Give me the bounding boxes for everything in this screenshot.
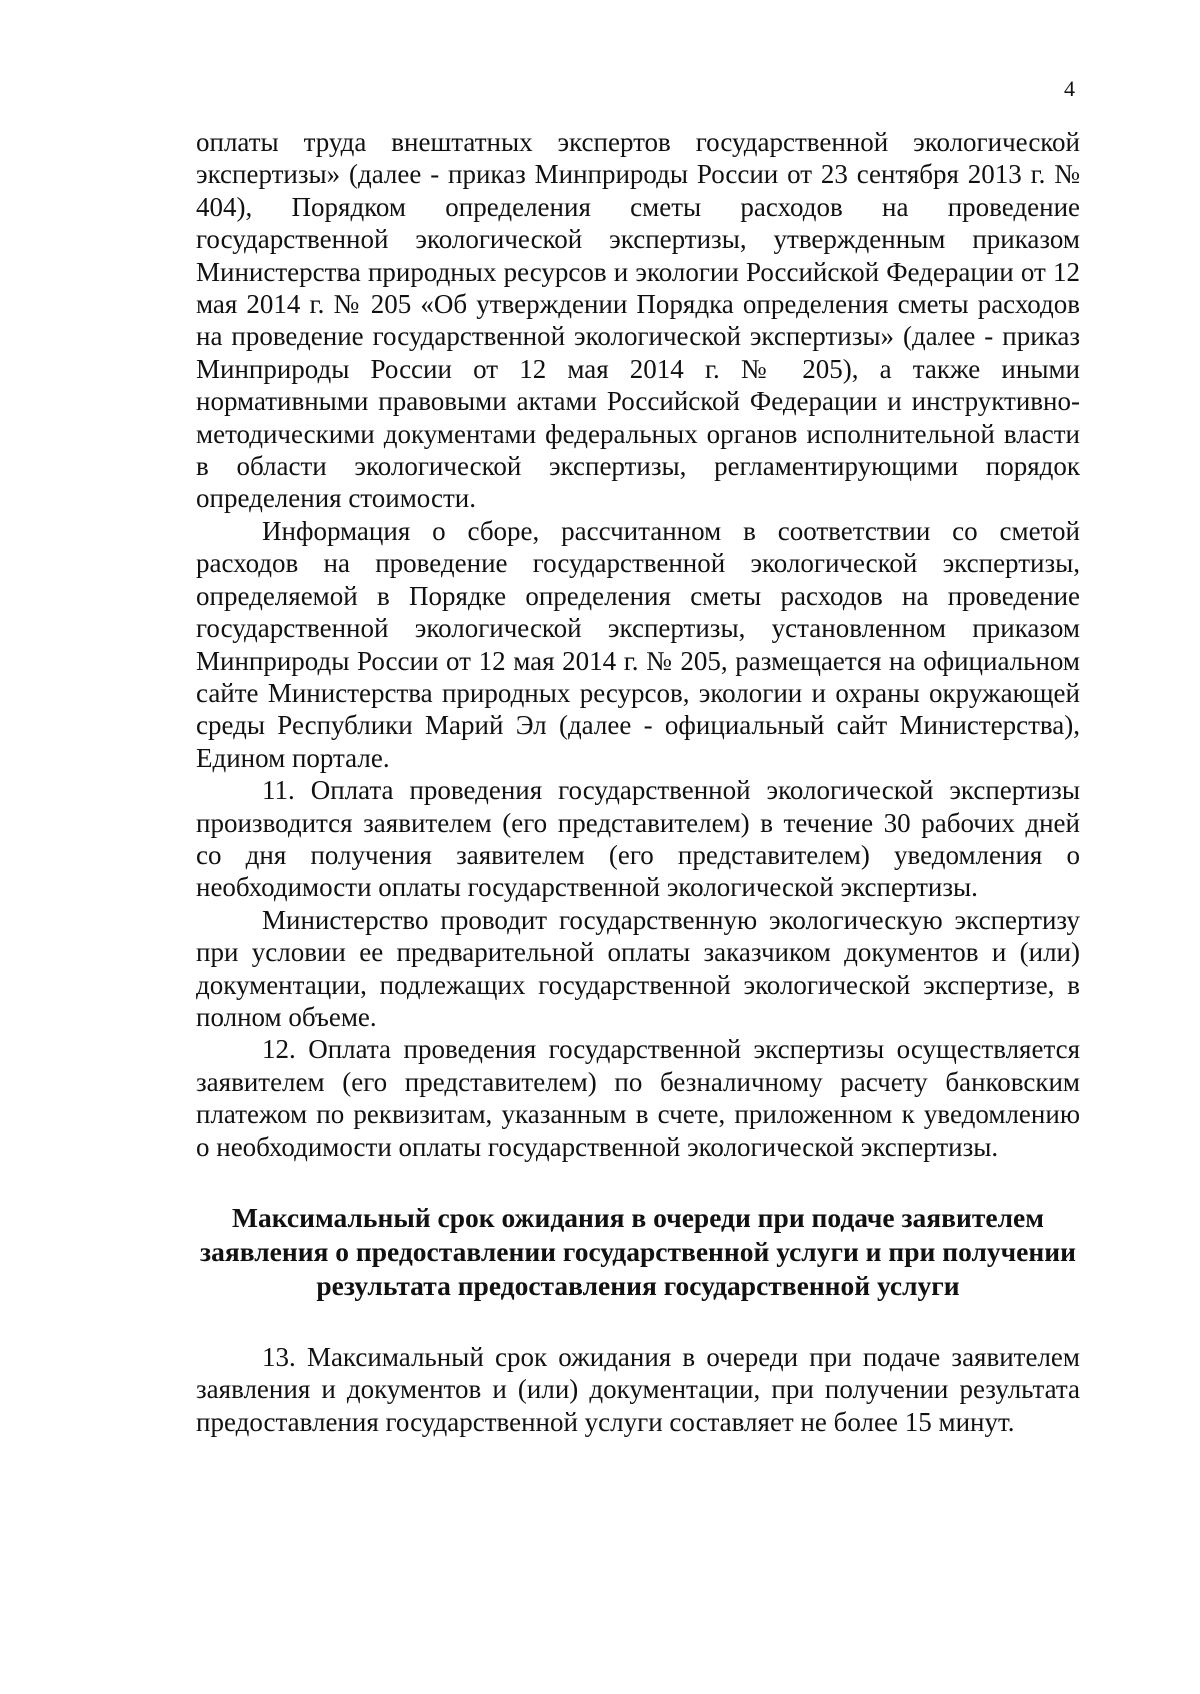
section-heading: Максимальный срок ожидания в очереди при подаче заявителем заявления о предоставлении государственной услуги и при получении результата предоставления государственной услуги	[200, 1202, 1076, 1301]
paragraph-prepayment-condition: Министерство проводит государственную экологическую экспертизу при условии ее предварительной оплаты заказчиком документов и (или) документации, подлежащих государственной экологической экспертизе, в полном объеме.	[196, 904, 1080, 1032]
paragraph-fee-information: Информация о сборе, рассчитанном в соответствии со сметой расходов на проведение государственной экологической экспертизы, определяемой в Порядке определения сметы расходов на проведение государственной экологической экспертизы, установленном приказом Минприроды России от 12 мая 2014 г. № 205, размещается на официальном сайте Министерства природных ресурсов, экологии и охраны окружающей среды Республики Марий Эл (далее - официальный сайт Министерства), Едином портале.	[196, 515, 1080, 773]
paragraph-12-payment-method: 12. Оплата проведения государственной экспертизы осуществляется заявителем (его представителем) по безналичному расчету банковским платежом по реквизитам, указанным в счете, приложенном к уведомлению о необходимости оплаты государственной экологической экспертизы.	[196, 1034, 1080, 1162]
document-body	[196, 126, 1080, 1438]
paragraph-continuation: оплаты труда внештатных экспертов государственной экологической экспертизы» (далее - приказ Минприроды России от 23 сентября 2013 г. № 404), Порядком определения сметы расходов на проведение государственной экологической экспертизы, утвержденным приказом Министерства природных ресурсов и экологии Российской Федерации от 12 мая 2014 г. № 205 «Об утверждении Порядка определения сметы расходов на проведение государственной экологической экспертизы» (далее - приказ Минприроды России от 12 мая 2014 г. № 205), а также иными нормативными правовыми актами Российской Федерации и инструктивно-методическими документами федеральных органов исполнительной власти в области экологической экспертизы, регламентирующими порядок определения стоимости.	[196, 127, 1080, 514]
paragraph-11-payment-term: 11. Оплата проведения государственной экологической экспертизы производится заявителем (его представителем) в течение 30 рабочих дней со дня получения заявителем (его представителем) уведомления о необходимости оплаты государственной экологической экспертизы.	[196, 775, 1080, 903]
paragraph-13-waiting-time: 13. Максимальный срок ожидания в очереди при подаче заявителем заявления и документов и (или) документации, при получении результата предоставления государственной услуги составляет не более 15 минут.	[196, 1342, 1080, 1437]
page-number: 4	[1064, 76, 1075, 101]
